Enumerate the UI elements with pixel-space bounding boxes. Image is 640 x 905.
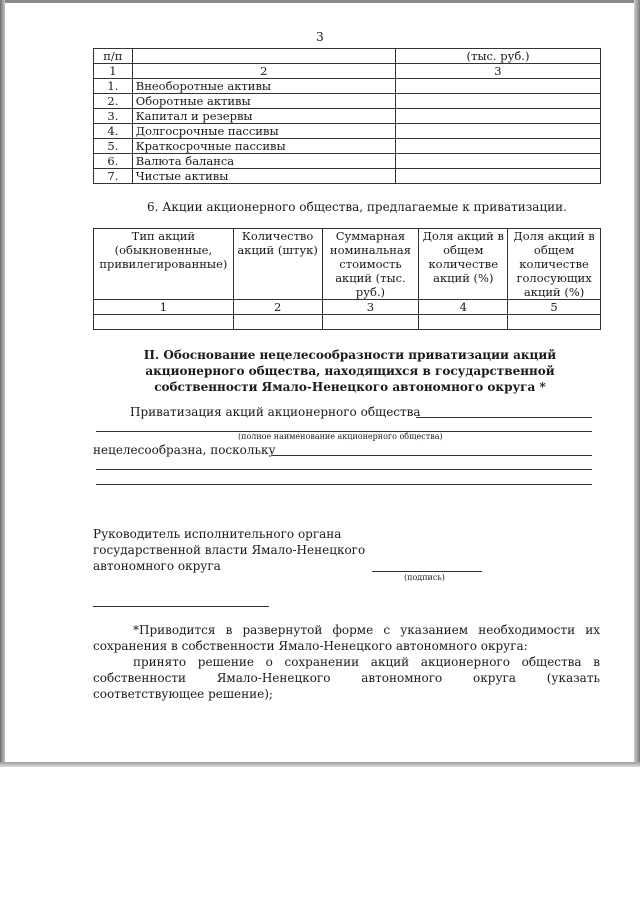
header-cell: (тыс. руб.): [395, 49, 600, 64]
empty-cell: [419, 315, 508, 330]
row-label: Долгосрочные пассивы: [132, 124, 395, 139]
shares-table: [93, 228, 601, 330]
table-numbering-row: [94, 300, 601, 315]
signature-line: [372, 558, 482, 572]
table-row: [94, 79, 601, 94]
table-numbering-row: [94, 64, 601, 79]
row-label: Краткосрочные пассивы: [132, 139, 395, 154]
signatory-line-2: государственной власти Ямало-Ненецкого: [93, 543, 366, 557]
signatory-line-3: автономного округа: [93, 559, 221, 573]
row-number: 4.: [94, 124, 133, 139]
number-cell: 3: [395, 64, 600, 79]
footnote-separator: [93, 594, 269, 607]
scan-edge-bottom: [0, 762, 640, 767]
number-cell: 2: [233, 300, 322, 315]
row-label: Оборотные активы: [132, 94, 395, 109]
privatization-label: Приватизация акций акционерного общества: [130, 405, 421, 419]
row-value: [395, 169, 600, 184]
footnote-paragraph-2: принято решение о сохранении акций акционерного общества в собственности Ямало-Ненецкого автономного округа (указать соответствующее решение);: [93, 655, 600, 701]
reason-field-line-2: [96, 456, 592, 470]
empty-cell: [233, 315, 322, 330]
number-cell: 3: [322, 300, 419, 315]
scan-edge-right: [634, 0, 640, 766]
row-value: [395, 154, 600, 169]
table-row: [94, 94, 601, 109]
table-row: [94, 154, 601, 169]
row-label: Валюта баланса: [132, 154, 395, 169]
number-cell: 5: [508, 300, 601, 315]
table-row: [94, 169, 601, 184]
empty-cell: [322, 315, 419, 330]
header-cell: Количество акций (штук): [233, 229, 322, 300]
row-value: [395, 139, 600, 154]
header-cell: п/п: [94, 49, 133, 64]
empty-cell: [94, 315, 234, 330]
table-header-row: [94, 49, 601, 64]
scan-edge-left: [0, 0, 5, 766]
company-name-field-continued: [96, 418, 592, 432]
row-number: 6.: [94, 154, 133, 169]
row-value: [395, 94, 600, 109]
number-cell: 1: [94, 300, 234, 315]
table-row: [94, 139, 601, 154]
table-header-row: [94, 229, 601, 300]
number-cell: 1: [94, 64, 133, 79]
balance-table: [93, 48, 601, 184]
row-value: [395, 124, 600, 139]
table-row: [94, 124, 601, 139]
row-label: Капитал и резервы: [132, 109, 395, 124]
footnote-paragraph-1: *Приводится в развернутой форме с указанием необходимости их сохранения в собственности Ямало-Ненецкого автономного округа:: [93, 623, 600, 653]
reason-label: нецелесообразна, поскольку: [93, 443, 276, 457]
reason-field-line-3: [96, 471, 592, 485]
table-row: [94, 109, 601, 124]
page-number: 3: [316, 30, 324, 44]
table-row: [94, 315, 601, 330]
row-number: 5.: [94, 139, 133, 154]
header-cell: [132, 49, 395, 64]
row-number: 3.: [94, 109, 133, 124]
company-name-field: [416, 404, 592, 418]
row-value: [395, 109, 600, 124]
section-6-title: 6. Акции акционерного общества, предлагаемые к приватизации.: [147, 200, 567, 214]
header-cell: Доля акций в общем количестве голосующих акций (%): [508, 229, 601, 300]
signature-caption: (подпись): [404, 573, 445, 582]
row-label: Чистые активы: [132, 169, 395, 184]
number-cell: 4: [419, 300, 508, 315]
header-cell: Тип акций (обыкновенные, привилегированные): [94, 229, 234, 300]
row-label: Внеоборотные активы: [132, 79, 395, 94]
header-cell: Суммарная номинальная стоимость акций (тыс. руб.): [322, 229, 419, 300]
empty-cell: [508, 315, 601, 330]
row-number: 7.: [94, 169, 133, 184]
full-name-caption: (полное наименование акционерного общества): [238, 432, 443, 441]
row-number: 1.: [94, 79, 133, 94]
section-2-heading: II. Обоснование нецелесообразности приватизации акций акционерного общества, находящихся в государственной собственности Ямало-Ненецкого автономного округа *: [143, 348, 557, 394]
scan-edge-top: [0, 0, 640, 3]
row-value: [395, 79, 600, 94]
row-number: 2.: [94, 94, 133, 109]
signatory-line-1: Руководитель исполнительного органа: [93, 527, 342, 541]
number-cell: 2: [132, 64, 395, 79]
header-cell: Доля акций в общем количестве акций (%): [419, 229, 508, 300]
reason-field: [272, 442, 592, 456]
